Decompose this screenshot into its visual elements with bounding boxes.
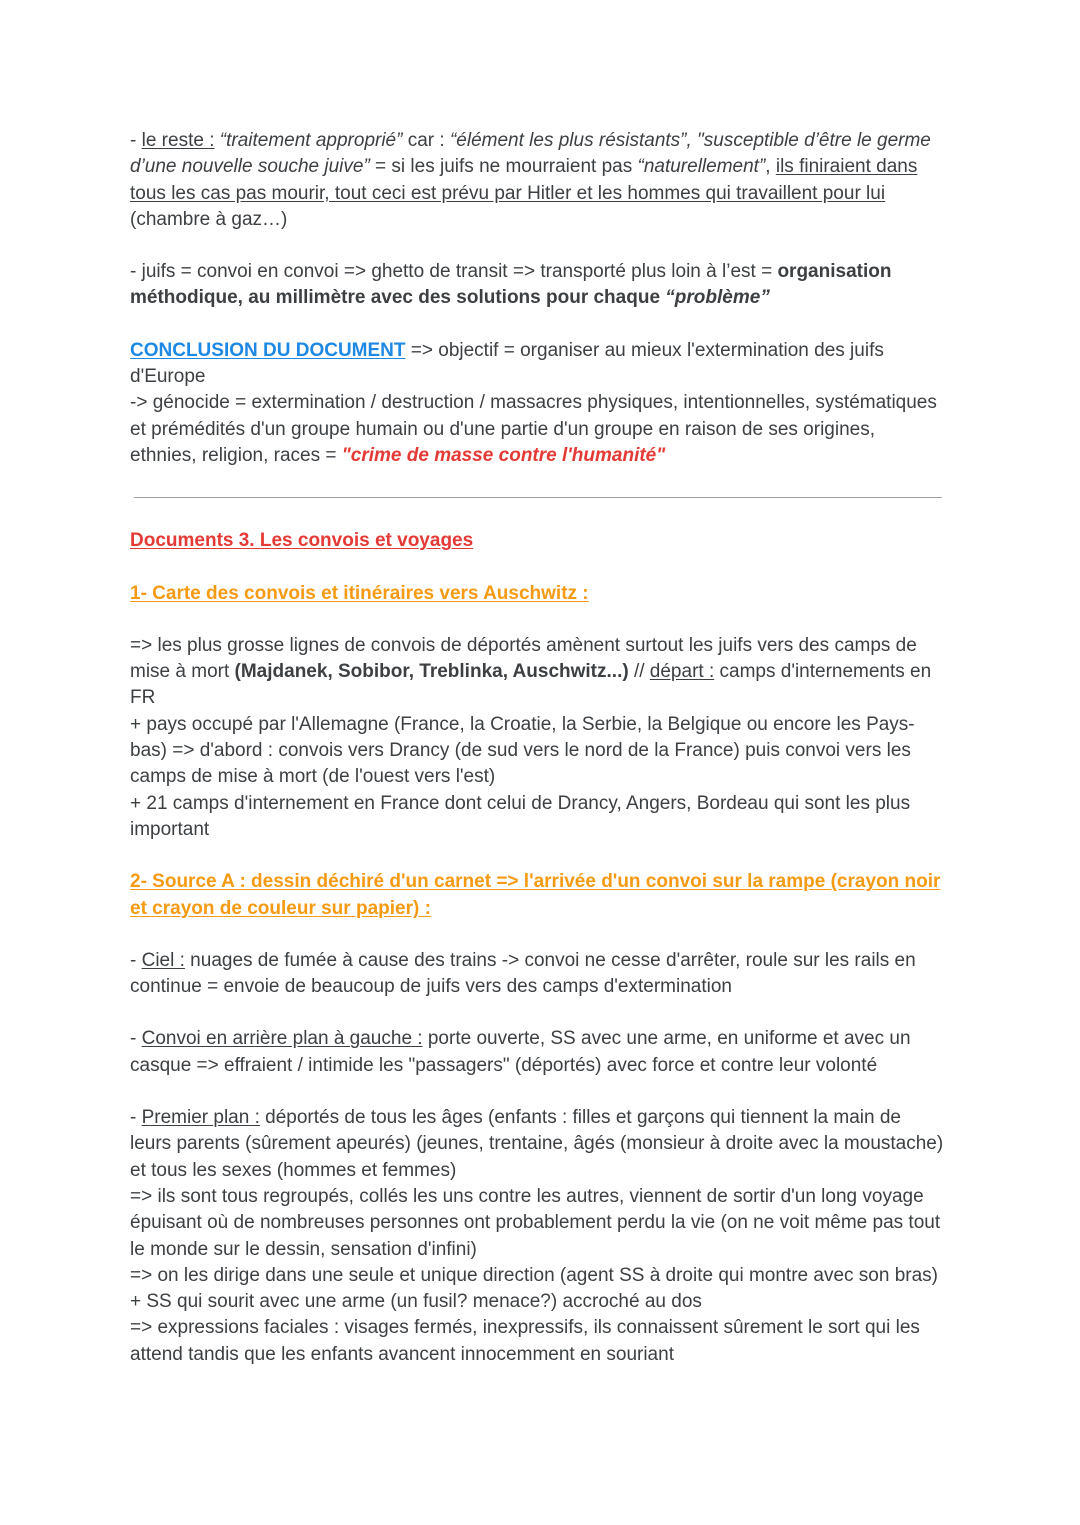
document-page	[130, 128, 945, 1368]
paragraph-carte-3: + 21 camps d'internement en France dont celui de Drancy, Angers, Bordeau qui sont les plus important	[130, 792, 911, 840]
paragraph-expressions: => expressions faciales : visages fermés, inexpressifs, ils connaissent sûrement le sort qui les attend tandis que les enfants avancent innocemment en souriant	[130, 1317, 920, 1365]
conclusion-label: CONCLUSION DU DOCUMENT	[130, 339, 406, 361]
paragraph-convoi: - Convoi en arrière plan à gauche : porte ouverte, SS avec une arme, en uniforme et avec un casque => effraient / intimide les "passagers" (déportés) avec force et contre leur volonté	[130, 1028, 911, 1076]
paragraph-genocide: -> génocide = extermination / destruction / massacres physiques, intentionnelles, systématiques et prémédités d'un groupe humain ou d'une partie d'un groupe en raison de ses origines, ethnies, religion, races = "crime de masse contre l'humanité"	[130, 392, 937, 466]
paragraph-le-reste: - le reste : “traitement approprié” car : “élément les plus résistants”, "susceptible d’être le germe d’une nouvelle souche juive” = si les juifs ne mourraient pas “naturellement”, ils finiraient dans tous les cas pas mourir, tout ceci est prévu par Hitler et les hommes qui travaillent pour lui (chambre à gaz…)	[130, 130, 931, 230]
subsection-title-source-a: 2- Source A : dessin déchiré d'un carnet => l'arrivée d'un convoi sur la rampe (crayon noir et crayon de couleur sur papier) :	[130, 871, 941, 919]
paragraph-carte-2: + pays occupé par l'Allemagne (France, la Croatie, la Serbie, la Belgique ou encore les Pays-bas) => d'abord : convois vers Drancy (de sud vers le nord de la France) puis convoi vers les camps de mise à mort (de l'ouest vers l'est)	[130, 713, 915, 788]
paragraph-juifs-convoi: - juifs = convoi en convoi => ghetto de transit => transporté plus loin à l’est = organisation méthodique, au millimètre avec des solutions pour chaque “problème”	[130, 261, 892, 309]
paragraph-ciel: - Ciel : nuages de fumée à cause des trains -> convoi ne cesse d'arrêter, roule sur les rails en continue = envoie de beaucoup de juifs vers des camps d'extermination	[130, 949, 916, 998]
paragraph-carte-1: => les plus grosse lignes de convois de déportés amènent surtout les juifs vers des camps de mise à mort (Majdanek, Sobibor, Treblinka, Auschwitz...) // départ : camps d'internements en FR	[130, 634, 932, 709]
subsection-title-carte: 1- Carte des convois et itinéraires vers Auschwitz :	[130, 582, 589, 604]
section-title: Documents 3. Les convois et voyages	[130, 530, 474, 552]
paragraph-conclusion: CONCLUSION DU DOCUMENT => objectif = organiser au mieux l'extermination des juifs d'Europe	[130, 339, 884, 388]
paragraph-regroupes: => ils sont tous regroupés, collés les uns contre les autres, viennent de sortir d'un long voyage épuisant où de nombreuses personnes ont probablement perdu la vie (on ne voit même pas tout le monde sur le dessin, sensation d'infini)	[130, 1185, 941, 1260]
paragraph-direction: => on les dirige dans une seule et unique direction (agent SS à droite qui montre avec son bras) + SS qui sourit avec une arme (un fusil? menace?) accroché au dos	[130, 1264, 939, 1313]
horizontal-rule	[134, 497, 942, 498]
paragraph-premier-plan: - Premier plan : déportés de tous les âges (enfants : filles et garçons qui tiennent la main de leurs parents (sûrement apeurés) (jeunes, trentaine, âgés (monsieur à droite avec la moustache) et tous les sexes (hommes et femmes)	[130, 1107, 944, 1181]
label-le-reste: le reste :	[141, 130, 215, 151]
crime-quote: "crime de masse contre l'humanité"	[341, 444, 666, 466]
